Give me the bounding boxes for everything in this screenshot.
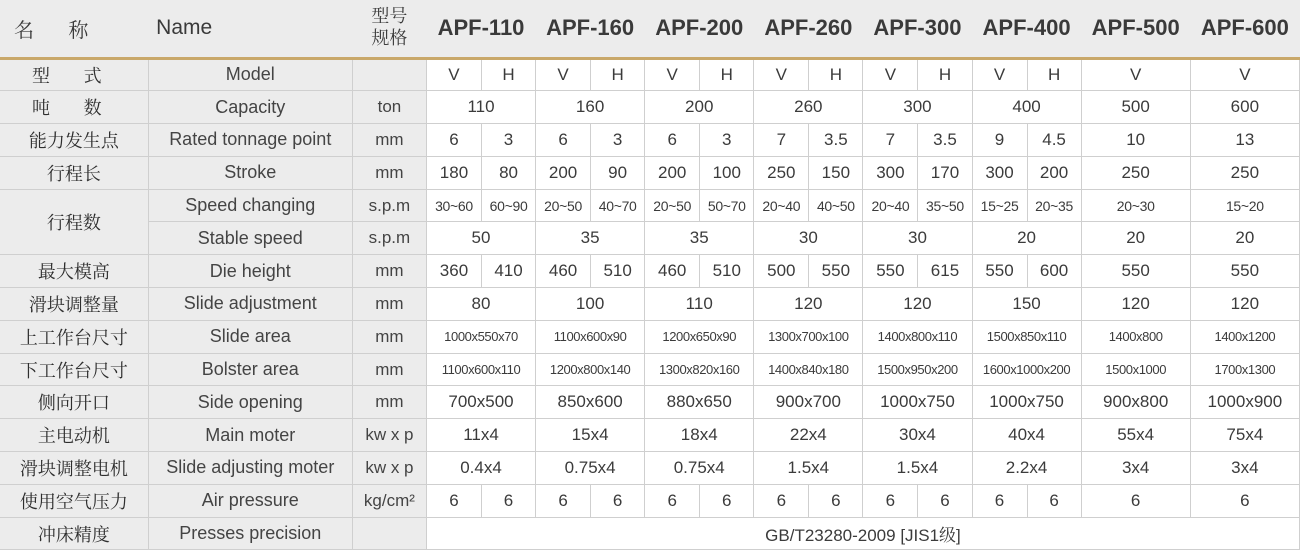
table-cell: 6	[426, 124, 481, 157]
model-header: APF-600	[1190, 0, 1299, 58]
table-cell: 1.5x4	[863, 452, 972, 485]
table-cell: 615	[918, 255, 972, 288]
table-cell: 10	[1081, 124, 1190, 157]
row-label-cn: 使用空气压力	[0, 484, 148, 517]
table-cell: 40~70	[591, 189, 645, 222]
table-cell: H	[591, 58, 645, 91]
table-cell: 0.75x4	[645, 452, 754, 485]
table-cell: 400	[972, 91, 1081, 124]
table-cell: 1500x850x110	[972, 320, 1081, 353]
table-cell: 200	[645, 91, 754, 124]
table-cell: 11x4	[426, 419, 535, 452]
table-row	[0, 255, 1300, 288]
table-cell: 200	[645, 156, 700, 189]
header-spec-label	[352, 0, 426, 58]
table-cell: 1000x750	[972, 386, 1081, 419]
row-label-en: Main moter	[148, 419, 352, 452]
table-cell: V	[1190, 58, 1299, 91]
table-cell: 30	[754, 222, 863, 255]
table-cell: 20~35	[1027, 189, 1081, 222]
row-unit: mm	[352, 288, 426, 321]
table-cell: 550	[1081, 255, 1190, 288]
table-cell: 40x4	[972, 419, 1081, 452]
row-label-en: Rated tonnage point	[148, 124, 352, 157]
table-cell: 1500x950x200	[863, 353, 972, 386]
row-label-cn: 滑块调整量	[0, 288, 148, 321]
table-row	[0, 353, 1300, 386]
row-label-en: Air pressure	[148, 484, 352, 517]
table-cell: 6	[645, 124, 700, 157]
table-cell: 18x4	[645, 419, 754, 452]
row-unit: ton	[352, 91, 426, 124]
table-header-row	[0, 0, 1300, 58]
table-cell: 200	[1027, 156, 1081, 189]
model-header: APF-200	[645, 0, 754, 58]
table-cell: 7	[754, 124, 809, 157]
table-cell: 80	[426, 288, 535, 321]
precision-value: GB/T23280-2009 [JIS1级]	[426, 517, 1299, 550]
table-cell: 250	[754, 156, 809, 189]
table-cell: 1000x750	[863, 386, 972, 419]
row-unit: mm	[352, 255, 426, 288]
row-label-en: Slide adjusting moter	[148, 452, 352, 485]
table-cell: 850x600	[536, 386, 645, 419]
table-cell: 3x4	[1081, 452, 1190, 485]
table-cell: 6	[1190, 484, 1299, 517]
table-cell: 550	[809, 255, 863, 288]
table-cell: 6	[426, 484, 481, 517]
table-cell: H	[700, 58, 754, 91]
table-row	[0, 91, 1300, 124]
table-cell: 80	[482, 156, 536, 189]
table-cell: 6	[809, 484, 863, 517]
row-unit: mm	[352, 156, 426, 189]
table-cell: 6	[754, 484, 809, 517]
table-cell: 20~40	[754, 189, 809, 222]
table-cell: 20~40	[863, 189, 918, 222]
table-cell: 35	[645, 222, 754, 255]
table-cell: 6	[645, 484, 700, 517]
table-cell: H	[482, 58, 536, 91]
header-label-en: Name	[148, 0, 352, 58]
table-cell: 260	[754, 91, 863, 124]
row-unit: mm	[352, 320, 426, 353]
table-row	[0, 320, 1300, 353]
row-unit: kw x p	[352, 419, 426, 452]
table-cell: 700x500	[426, 386, 535, 419]
table-cell: V	[1081, 58, 1190, 91]
table-cell: 20~30	[1081, 189, 1190, 222]
row-unit: mm	[352, 386, 426, 419]
table-cell: 6	[863, 484, 918, 517]
table-cell: 6	[972, 484, 1027, 517]
table-cell: 6	[536, 484, 591, 517]
header-label-cn: 名 称	[0, 0, 148, 58]
table-cell: 1500x1000	[1081, 353, 1190, 386]
table-cell: 110	[645, 288, 754, 321]
row-label-en: Stable speed	[148, 222, 352, 255]
row-label-cn: 型 式	[0, 58, 148, 91]
table-cell: 360	[426, 255, 481, 288]
table-cell: 4.5	[1027, 124, 1081, 157]
row-label-en: Slide area	[148, 320, 352, 353]
table-cell: 500	[754, 255, 809, 288]
table-cell: 20~50	[536, 189, 591, 222]
table-cell: 6	[482, 484, 536, 517]
table-cell: 460	[645, 255, 700, 288]
row-label-en: Bolster area	[148, 353, 352, 386]
table-cell: 20	[1081, 222, 1190, 255]
table-cell: 20	[1190, 222, 1299, 255]
table-cell: H	[809, 58, 863, 91]
table-row	[0, 419, 1300, 452]
table-cell: 300	[863, 156, 918, 189]
table-cell: 3	[591, 124, 645, 157]
table-row	[0, 189, 1300, 222]
table-row	[0, 156, 1300, 189]
table-cell: 1300x700x100	[754, 320, 863, 353]
row-unit: mm	[352, 353, 426, 386]
table-cell: 0.4x4	[426, 452, 535, 485]
table-cell: 120	[863, 288, 972, 321]
row-label-en: Slide adjustment	[148, 288, 352, 321]
table-cell: 1400x800	[1081, 320, 1190, 353]
table-row	[0, 124, 1300, 157]
table-cell: 30x4	[863, 419, 972, 452]
row-label-cn: 行程数	[0, 189, 148, 255]
row-label-cn: 主电动机	[0, 419, 148, 452]
table-cell: 900x700	[754, 386, 863, 419]
table-cell: 100	[700, 156, 754, 189]
table-cell: 90	[591, 156, 645, 189]
row-unit: mm	[352, 124, 426, 157]
table-cell: 880x650	[645, 386, 754, 419]
row-label-cn: 滑块调整电机	[0, 452, 148, 485]
table-cell: 550	[863, 255, 918, 288]
model-header: APF-500	[1081, 0, 1190, 58]
table-row	[0, 452, 1300, 485]
table-cell: 7	[863, 124, 918, 157]
model-header: APF-110	[426, 0, 535, 58]
row-unit	[352, 517, 426, 550]
table-cell: 510	[591, 255, 645, 288]
table-cell: V	[863, 58, 918, 91]
row-label-cn: 冲床精度	[0, 517, 148, 550]
table-cell: 6	[1081, 484, 1190, 517]
table-cell: 20~50	[645, 189, 700, 222]
table-cell: 1600x1000x200	[972, 353, 1081, 386]
table-cell: V	[536, 58, 591, 91]
row-label-cn: 行程长	[0, 156, 148, 189]
row-label-en: Side opening	[148, 386, 352, 419]
table-cell: 3	[700, 124, 754, 157]
table-cell: 6	[1027, 484, 1081, 517]
row-label-cn: 最大模高	[0, 255, 148, 288]
table-cell: 120	[1190, 288, 1299, 321]
table-cell: 1400x800x110	[863, 320, 972, 353]
table-cell: 13	[1190, 124, 1299, 157]
table-cell: 550	[972, 255, 1027, 288]
table-cell: 50~70	[700, 189, 754, 222]
table-cell: 3.5	[809, 124, 863, 157]
table-cell: 550	[1190, 255, 1299, 288]
header-spec-line2: 规格	[371, 28, 408, 50]
row-label-en: Speed changing	[148, 189, 352, 222]
row-label-en: Model	[148, 58, 352, 91]
table-cell: 410	[482, 255, 536, 288]
table-cell: 30~60	[426, 189, 481, 222]
table-cell: V	[645, 58, 700, 91]
table-cell: 150	[809, 156, 863, 189]
table-cell: 200	[536, 156, 591, 189]
row-label-cn: 能力发生点	[0, 124, 148, 157]
table-cell: 75x4	[1190, 419, 1299, 452]
table-cell: 250	[1190, 156, 1299, 189]
row-label-cn: 吨 数	[0, 91, 148, 124]
table-cell: 15x4	[536, 419, 645, 452]
table-cell: 2.2x4	[972, 452, 1081, 485]
model-header: APF-160	[536, 0, 645, 58]
table-cell: 1300x820x160	[645, 353, 754, 386]
table-cell: V	[426, 58, 481, 91]
row-unit: s.p.m	[352, 189, 426, 222]
table-cell: H	[1027, 58, 1081, 91]
table-cell: 15~25	[972, 189, 1027, 222]
table-cell: 120	[1081, 288, 1190, 321]
table-cell: 1100x600x90	[536, 320, 645, 353]
row-label-en: Presses precision	[148, 517, 352, 550]
table-cell: 300	[972, 156, 1027, 189]
table-cell: 600	[1027, 255, 1081, 288]
table-cell: 900x800	[1081, 386, 1190, 419]
table-cell: 1200x650x90	[645, 320, 754, 353]
table-row	[0, 386, 1300, 419]
table-cell: 3.5	[918, 124, 972, 157]
row-unit: kg/cm²	[352, 484, 426, 517]
table-cell: 160	[536, 91, 645, 124]
row-label-cn: 上工作台尺寸	[0, 320, 148, 353]
row-unit	[352, 58, 426, 91]
table-cell: 1700x1300	[1190, 353, 1299, 386]
table-cell: V	[754, 58, 809, 91]
table-cell: 6	[591, 484, 645, 517]
table-cell: 1000x550x70	[426, 320, 535, 353]
row-unit: kw x p	[352, 452, 426, 485]
table-row	[0, 517, 1300, 550]
table-cell: 500	[1081, 91, 1190, 124]
table-cell: 6	[918, 484, 972, 517]
table-cell: 1400x840x180	[754, 353, 863, 386]
table-row	[0, 222, 1300, 255]
table-cell: 6	[536, 124, 591, 157]
table-row	[0, 484, 1300, 517]
row-label-en: Stroke	[148, 156, 352, 189]
model-header: APF-300	[863, 0, 972, 58]
table-cell: 6	[700, 484, 754, 517]
table-cell: 170	[918, 156, 972, 189]
table-cell: 150	[972, 288, 1081, 321]
table-cell: 15~20	[1190, 189, 1299, 222]
table-row	[0, 58, 1300, 91]
table-cell: 35	[536, 222, 645, 255]
model-header: APF-260	[754, 0, 863, 58]
table-cell: 35~50	[918, 189, 972, 222]
table-cell: 100	[536, 288, 645, 321]
table-cell: 0.75x4	[536, 452, 645, 485]
table-cell: 180	[426, 156, 481, 189]
row-unit: s.p.m	[352, 222, 426, 255]
table-cell: 30	[863, 222, 972, 255]
table-cell: 1400x1200	[1190, 320, 1299, 353]
table-cell: 300	[863, 91, 972, 124]
table-cell: 600	[1190, 91, 1299, 124]
header-spec-line1: 型号	[371, 6, 408, 28]
table-cell: 22x4	[754, 419, 863, 452]
table-cell: 9	[972, 124, 1027, 157]
table-cell: 1100x600x110	[426, 353, 535, 386]
table-cell: 40~50	[809, 189, 863, 222]
table-cell: 20	[972, 222, 1081, 255]
row-label-en: Die height	[148, 255, 352, 288]
table-cell: 1.5x4	[754, 452, 863, 485]
row-label-cn: 侧向开口	[0, 386, 148, 419]
table-cell: 50	[426, 222, 535, 255]
row-label-en: Capacity	[148, 91, 352, 124]
table-cell: 3x4	[1190, 452, 1299, 485]
table-cell: 60~90	[482, 189, 536, 222]
table-cell: H	[918, 58, 972, 91]
table-cell: 510	[700, 255, 754, 288]
table-cell: 3	[482, 124, 536, 157]
table-cell: 55x4	[1081, 419, 1190, 452]
table-cell: 1200x800x140	[536, 353, 645, 386]
table-row	[0, 288, 1300, 321]
model-header: APF-400	[972, 0, 1081, 58]
table-cell: 460	[536, 255, 591, 288]
table-cell: 1000x900	[1190, 386, 1299, 419]
table-cell: V	[972, 58, 1027, 91]
table-cell: 120	[754, 288, 863, 321]
table-cell: 250	[1081, 156, 1190, 189]
row-label-cn: 下工作台尺寸	[0, 353, 148, 386]
table-cell: 110	[426, 91, 535, 124]
